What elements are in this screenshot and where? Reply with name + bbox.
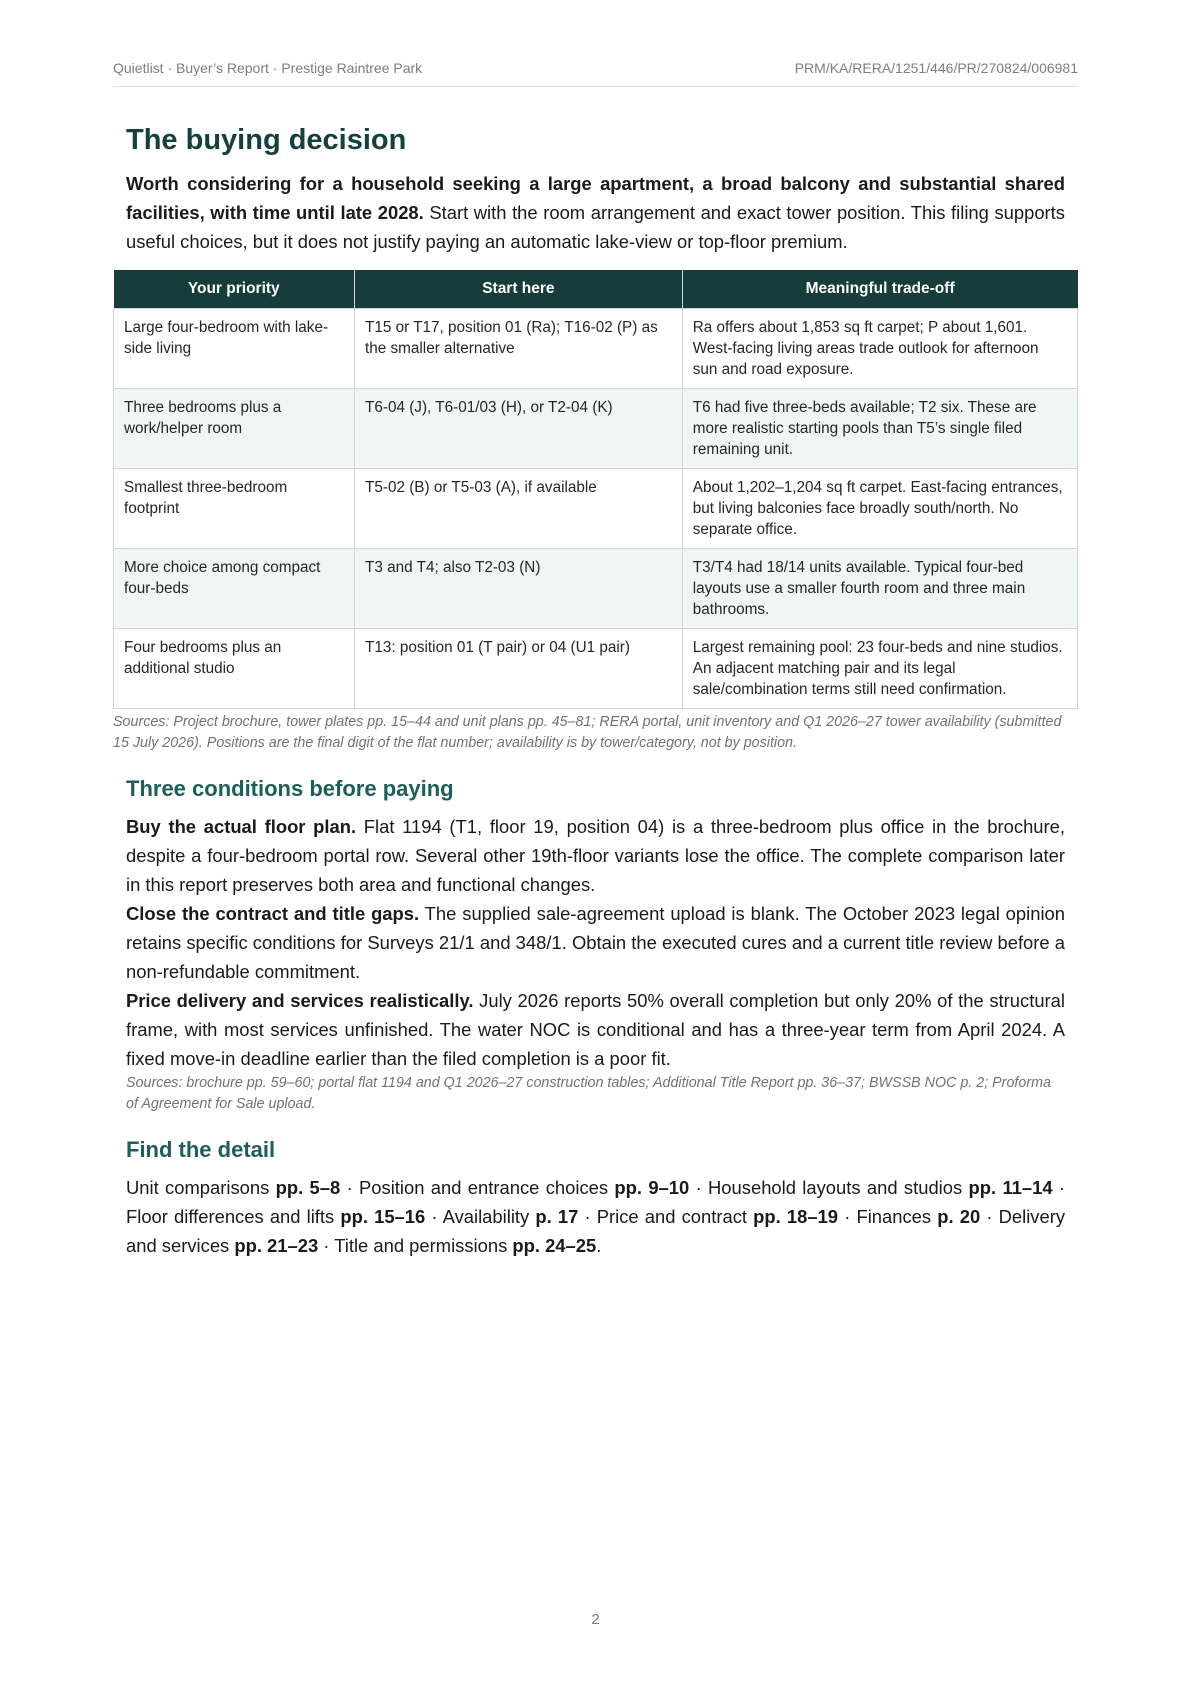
priority-table	[113, 270, 1078, 709]
detail-index	[126, 1173, 1065, 1260]
condition-bold: Close the contract and title gaps.	[126, 903, 420, 924]
table-cell: Ra offers about 1,853 sq ft carpet; P about 1,601. West-facing living areas trade outlook for afternoon sun and road exposure.	[682, 309, 1077, 389]
index-label: Price and contract	[596, 1206, 754, 1227]
conditions-heading: Three conditions before paying	[126, 776, 454, 801]
table-row	[114, 549, 1078, 629]
table-source-note: Sources: Project brochure, tower plates pp. 15–44 and unit plans pp. 45–81; RERA portal, unit inventory and Q1 2026–27 tower availability (submitted 15 July 2026). Positions are the final digit of the flat number; availability is by tower/category, not by position.	[113, 714, 1062, 751]
index-label: Floor differences and lifts	[126, 1206, 341, 1227]
table-row	[114, 469, 1078, 549]
table-cell: Largest remaining pool: 23 four-beds and nine studios. An adjacent matching pair and its legal sale/combination terms still need confirmation.	[682, 629, 1077, 709]
table-cell: Large four-bedroom with lake-side living	[114, 309, 355, 389]
table-cell: T3 and T4; also T2-03 (N)	[355, 549, 683, 629]
detail-heading: Find the detail	[126, 1137, 276, 1162]
index-separator: ·	[425, 1206, 443, 1227]
index-label: Finances	[856, 1206, 938, 1227]
header-right: PRM/KA/RERA/1251/446/PR/270824/006981	[794, 60, 1078, 76]
column-header: Your priority	[114, 270, 355, 309]
index-separator: ·	[838, 1206, 857, 1227]
page-title: The buying decision	[126, 124, 407, 156]
intro-bold: Worth considering for a household seeking a large apartment, a broad balcony and substantial shared facilities, with time until late 2028.	[126, 173, 1065, 223]
index-label: Household layouts and studios	[708, 1177, 969, 1198]
index-label: Position and entrance choices	[359, 1177, 615, 1198]
table-cell: About 1,202–1,204 sq ft carpet. East-facing entrances, but living balconies face broadly south/north. No separate office.	[682, 469, 1077, 549]
index-pages: pp. 9–10	[614, 1177, 690, 1198]
table-row	[114, 309, 1078, 389]
column-header: Start here	[355, 270, 683, 309]
index-pages: pp. 18–19	[753, 1206, 839, 1227]
page-number: 2	[591, 1611, 600, 1628]
table-cell: Four bedrooms plus an additional studio	[114, 629, 355, 709]
index-pages: pp. 24–25	[512, 1235, 597, 1256]
table-header-row	[114, 270, 1078, 309]
table-cell: T3/T4 had 18/14 units available. Typical four-bed layouts use a smaller fourth room and three main bathrooms.	[682, 549, 1077, 629]
page-content	[113, 124, 1066, 1260]
index-label: Title and permissions	[334, 1235, 513, 1256]
condition-text: July 2026 reports 50% overall completion but only 20% of the structural frame, with most services unfinished. The water NOC is conditional and has a three-year term from April 2024. A fixed move-in deadline earlier than the filed completion is a poor fit.	[126, 990, 1065, 1069]
index-separator: ·	[980, 1206, 999, 1227]
header-left: Quietlist · Buyer’s Report · Prestige Raintree Park	[113, 60, 423, 76]
index-label: Unit comparisons	[126, 1177, 276, 1198]
index-separator: ·	[1052, 1177, 1066, 1198]
table-cell: Smallest three-bedroom footprint	[114, 469, 355, 549]
index-label: Delivery and services	[126, 1206, 1066, 1256]
index-separator: ·	[340, 1177, 360, 1198]
conditions-source-note: Sources: brochure pp. 59–60; portal flat 1194 and Q1 2026–27 construction tables; Additional Title Report pp. 36–37; BWSSB NOC p. 2; Proforma of Agreement for Sale upload.	[126, 1075, 1051, 1112]
table-cell: Three bedrooms plus a work/helper room	[114, 389, 355, 469]
condition-text: Flat 1194 (T1, floor 19, position 04) is a three-bedroom plus office in the brochure, despite a four-bedroom portal row. Several other 19th-floor variants lose the office. The complete comparison later in this report preserves both area and functional changes.	[126, 816, 1065, 895]
index-separator: ·	[578, 1206, 597, 1227]
index-pages: pp. 5–8	[275, 1177, 341, 1198]
index-pages: p. 17	[535, 1206, 579, 1227]
table-cell: T15 or T17, position 01 (Ra); T16-02 (P) as the smaller alternative	[355, 309, 683, 389]
index-separator: ·	[318, 1235, 335, 1256]
intro-rest: Start with the room arrangement and exact tower position. This filing supports useful choices, but it does not justify paying an automatic lake-view or top-floor premium.	[126, 202, 1065, 252]
table-cell: T5-02 (B) or T5-03 (A), if available	[355, 469, 683, 549]
index-pages: p. 20	[937, 1206, 981, 1227]
index-pages: pp. 11–14	[968, 1177, 1053, 1198]
table-cell: T6-04 (J), T6-01/03 (H), or T2-04 (K)	[355, 389, 683, 469]
index-label: Availability	[442, 1206, 536, 1227]
condition-paragraph	[126, 986, 1065, 1073]
priority-table-wrapper	[113, 270, 1078, 709]
table-cell: T6 had five three-beds available; T2 six. These are more realistic starting pools than T5’s single filed remaining unit.	[682, 389, 1077, 469]
index-pages: pp. 21–23	[234, 1235, 319, 1256]
index-separator: ·	[689, 1177, 709, 1198]
condition-bold: Price delivery and services realistically.	[126, 990, 474, 1011]
index-end: .	[596, 1235, 602, 1256]
condition-bold: Buy the actual floor plan.	[126, 816, 357, 837]
column-header: Meaningful trade-off	[682, 270, 1077, 309]
condition-paragraph	[126, 899, 1065, 986]
table-row	[114, 389, 1078, 469]
table-cell: More choice among compact four-beds	[114, 549, 355, 629]
condition-text: The supplied sale-agreement upload is blank. The October 2023 legal opinion retains specific conditions for Surveys 21/1 and 348/1. Obtain the executed cures and a current title review before a non-refundable commitment.	[126, 903, 1065, 982]
intro-paragraph	[126, 169, 1065, 256]
condition-paragraph	[126, 812, 1065, 899]
table-cell: T13: position 01 (T pair) or 04 (U1 pair)	[355, 629, 683, 709]
running-header	[113, 60, 1078, 87]
table-row	[114, 629, 1078, 709]
index-pages: pp. 15–16	[340, 1206, 426, 1227]
